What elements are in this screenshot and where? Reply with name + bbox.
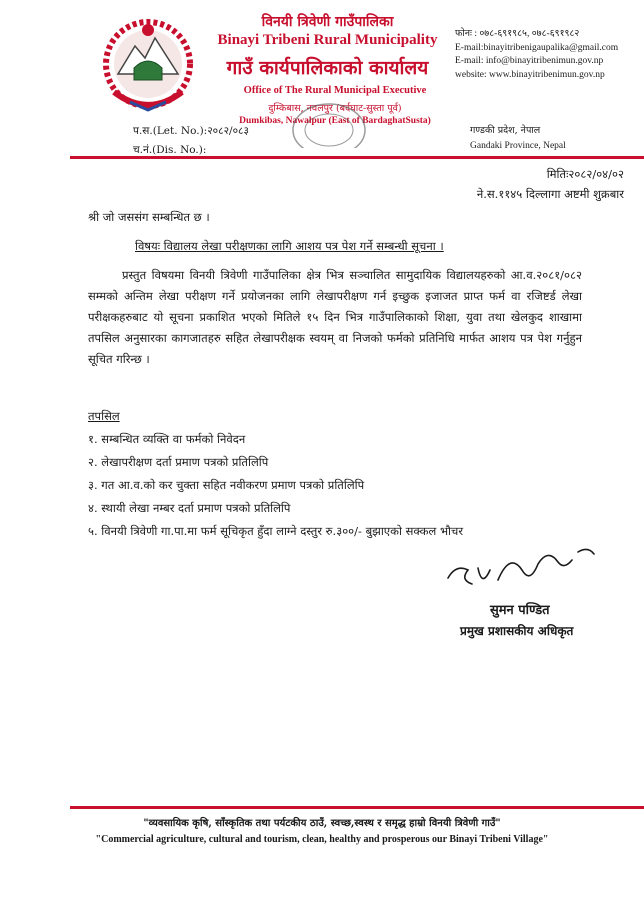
header-divider (70, 156, 644, 159)
nepal-samvat-date: ने.स.११४५ दिल्लागा अष्टमी शुक्रबार (476, 187, 624, 201)
recipient-line: श्री जो जससंग सम्बन्धित छ । (88, 210, 210, 224)
footer-divider (70, 806, 644, 809)
municipality-name-en: Binayi Tribeni Rural Municipality (217, 32, 438, 48)
province-en: Gandaki Province, Nepal (470, 141, 566, 151)
website: website: www.binayitribenimun.gov.np (455, 69, 605, 80)
notice-body: प्रस्तुत विषयमा विनयी त्रिवेणी गाउँपालिका क्षेत्र भित्र सञ्चालित सामुदायिक विद्यालयहरुको आ.व.२०८१/०८२ सम्मको अन्तिम लेखा परीक्षण गर्ने प्रयोजनका लागि लेखापरीक्षण गर्न इच्छुक इजाजत प्राप्त फर्म वा रजिष्टर्ड लेखा परीक्षकहरुबाट यो सूचना प्रकाशित भएको मितिले १५ दिन भित्र गाउँपालिकाको शिक्षा, युवा तथा खेलकुद शाखामा तपसिल अनुसारका कागजातहरु सहित लेखापरीक्षक स्वयम् वा निजको फर्मको प्रतिनिधि मार्फत आशय पत्र पेश गर्नुहुन सूचित गरिन्छ । (88, 268, 582, 366)
list-item: ३. गत आ.व.को कर चुक्ता सहित नवीकरण प्रमाण पत्रको प्रतिलिपि (88, 478, 365, 492)
address-np: दुम्किबास, नवलपुर (बर्दघाट-सुस्ता पूर्व) (268, 103, 402, 114)
subject-line: विषयः विद्यालय लेखा परीक्षणका लागि आशय पत्र पेश गर्ने सम्बन्धी सूचना । (135, 239, 444, 253)
nepal-emblem-icon (100, 14, 196, 118)
contact-block (455, 28, 618, 82)
letter-date: मितिः२०८२/०४/०२ (546, 167, 624, 181)
list-item: १. सम्बन्धित व्यक्ति वा फर्मको निवेदन (88, 432, 246, 446)
province-np: गण्डकी प्रदेश, नेपाल (470, 125, 541, 136)
phone-numbers: फोनः : ०७८-६९१९८५, ०७८-६९१९८२ (455, 29, 580, 39)
dispatch-number: च.नं.(Dis. No.): (133, 144, 207, 156)
details-heading: तपसिल (88, 409, 120, 423)
municipality-name-np: विनयी त्रिवेणी गाउँपालिका (261, 14, 394, 30)
office-name-en: Office of The Rural Municipal Executive (243, 85, 427, 96)
footer-slogan-en: "Commercial agriculture, cultural and tourism, clean, healthy and prosperous our Binayi Tribeni Village" (95, 834, 549, 845)
signatory-name: सुमन पण्डित (490, 603, 550, 618)
list-item: ४. स्थायी लेखा नम्बर दर्ता प्रमाण पत्रको प्रतिलिपि (88, 501, 291, 515)
office-stamp-icon (290, 100, 368, 148)
address-en: Dumkibas, Nawalpur (East of BardaghatSusta) (239, 116, 431, 126)
signatory-title: प्रमुख प्रशासकीय अधिकृत (460, 624, 574, 638)
email-primary: E-mail:binayitribenigaupalika@gmail.com (455, 42, 619, 53)
letter-number: प.स.(Let. No.):२०८२/०८३ (133, 125, 249, 137)
list-item: २. लेखापरीक्षण दर्ता प्रमाण पत्रको प्रतिलिपि (88, 455, 269, 469)
footer-slogan-np: "व्यवसायिक कृषि, साँस्कृतिक तथा पर्यटकीय ठाउँ, स्वच्छ,स्वस्थ र समृद्ध हाम्रो विनयी त्रिवेणी गाउँ" (143, 818, 501, 829)
list-item: ५. विनयी त्रिवेणी गा.पा.मा फर्म सूचिकृत हुँदा लाग्ने दस्तुर रु.३००/- बुझाएको सक्कल भौचर (88, 524, 464, 538)
required-documents-list (88, 432, 463, 547)
email-secondary: E-mail: info@binayitribenimun.gov.np (455, 56, 604, 66)
office-name-np: गाउँ कार्यपालिकाको कार्यालय (226, 57, 429, 79)
handwritten-signature-icon (438, 540, 598, 595)
